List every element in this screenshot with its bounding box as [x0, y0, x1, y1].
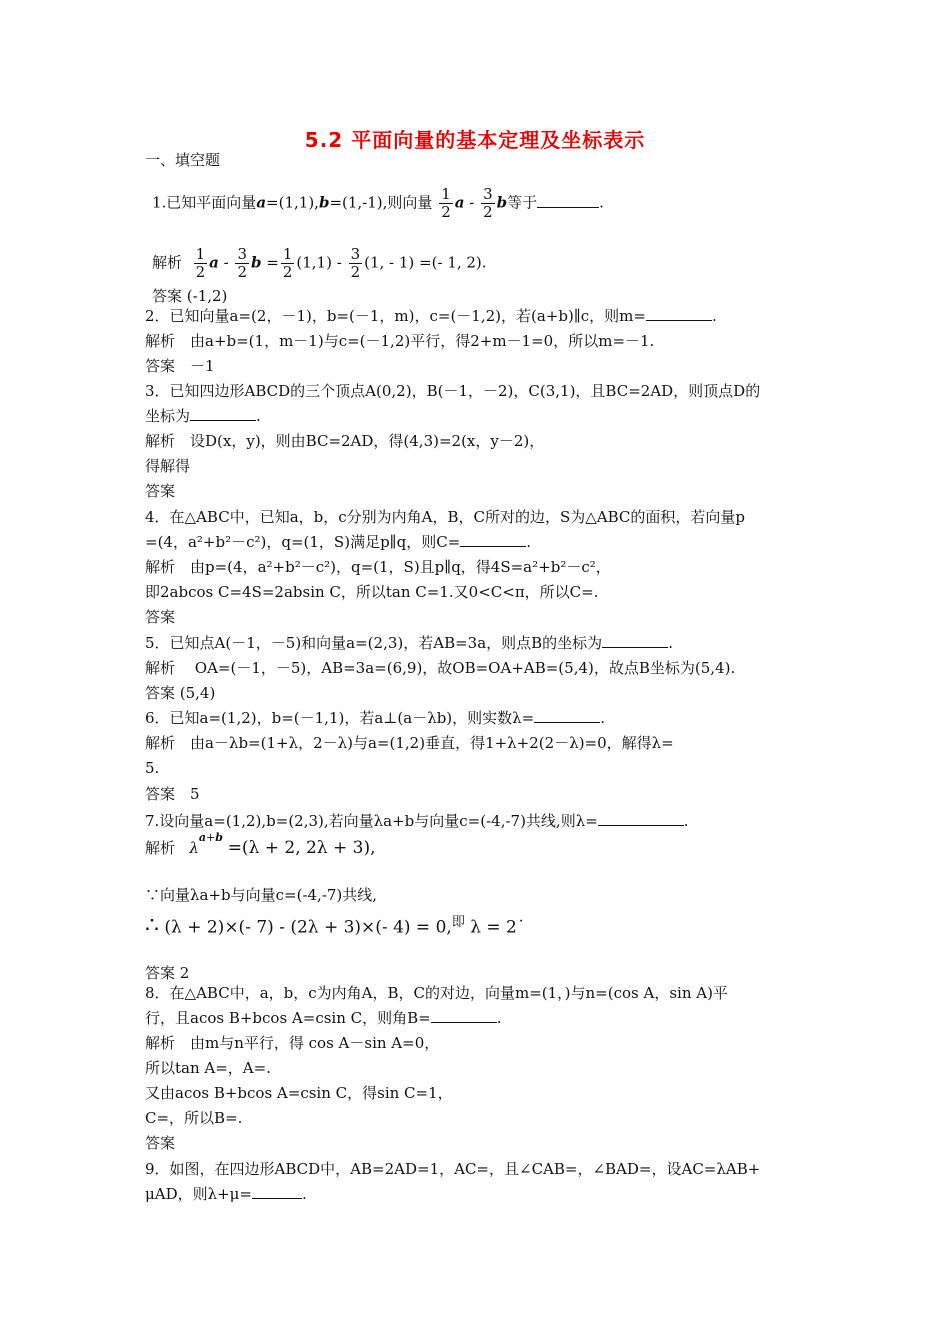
answer-blank[interactable]	[646, 306, 712, 321]
answer-6: 答案 5	[145, 785, 200, 803]
analysis-4-line-1: 解析 由p=(4，a²+b²－c²)，q=(1，S)且p∥q，得4S=a²+b²－c²，	[145, 558, 611, 576]
analysis-3: 解析 设D(x，y)，则由BC=2AD，得(4,3)=2(x，y－2)，	[145, 432, 545, 450]
section-heading: 一、填空题	[145, 151, 221, 169]
fraction: $\frac{3}{2}$	[483, 185, 493, 221]
answer-3: 答案	[145, 482, 176, 500]
analysis-6-line-2: 5.	[145, 759, 160, 777]
answer-blank[interactable]	[602, 633, 668, 648]
answer-4: 答案	[145, 608, 176, 626]
question-4-line-1: 4．在△ABC中，已知a，b，c分别为内角A，B，C所对的边，S为△ABC的面积，若向量p	[145, 508, 745, 526]
answer-8: 答案	[145, 1134, 176, 1152]
answer-blank[interactable]	[431, 1008, 497, 1023]
analysis-8-line-1: 解析 由m与n平行，得 cos A－sin A=0，	[145, 1034, 440, 1052]
question-1: 1.已知平面向量a=(1,1),b=(1,-1),则向量 $\frac{1}{2}$ a - $\frac{3}{2}$ b等于 .	[152, 185, 604, 221]
fraction: $\frac{1}{2}$	[441, 185, 451, 221]
analysis-7: 解析 $\lambda^{a+b} =(\lambda + 2$, 2λ + 3),	[145, 831, 376, 858]
analysis-7-line-2: ∵向量λa+b与向量c=(-4,-7)共线,	[145, 886, 378, 904]
answer-blank[interactable]	[252, 1184, 302, 1199]
answer-5: 答案 (5,4)	[145, 684, 216, 702]
analysis-6-line-1: 解析 由a－λb=(1+λ，2－λ)与a=(1,2)垂直，得1+λ+2(2－λ)=0，解得λ=	[145, 734, 674, 752]
answer-blank[interactable]	[537, 193, 599, 208]
question-3-line-2: 坐标为 .	[145, 407, 261, 425]
answer-2: 答案 －1	[145, 357, 215, 375]
question-5: 5．已知点A(－1，－5)和向量a=(2,3)，若AB=3a，则点B的坐标为 .	[145, 634, 673, 652]
analysis-2: 解析 由a+b=(1，m－1)与c=(－1,2)平行，得2+m－1=0，所以m=－1.	[145, 332, 655, 350]
analysis-4-line-2: 即2abcos C=4S=2absin C，所以tan C=1.又0<C<π，所以C=.	[145, 583, 599, 601]
question-7: 7.设向量a=(1,2),b=(2,3),若向量λa+b与向量c=(-4,-7)共线,则λ= .	[145, 812, 689, 830]
analysis-5: 解析 OA=(－1，－5)，AB=3a=(6,9)，故OB=OA+AB=(5,4)，故点B坐标为(5,4).	[145, 659, 736, 677]
question-9-line-2: μAD，则λ+μ= .	[145, 1185, 307, 1203]
analysis-8-line-2: 所以tan A=，A=.	[145, 1059, 271, 1077]
question-4-line-2: =(4，a²+b²－c²)，q=(1，S)满足p∥q，则C= .	[145, 533, 532, 551]
answer-blank[interactable]	[534, 708, 600, 723]
answer-blank[interactable]	[460, 532, 526, 547]
question-8-line-2: 行，且acos B+bcos A=csin C，则角B= .	[145, 1009, 502, 1027]
answer-blank[interactable]	[598, 811, 684, 826]
question-8-line-1: 8．在△ABC中，a，b，c为内角A，B，C的对边，向量m=(1，)与n=(cos A，sin A)平	[145, 984, 728, 1002]
answer-1: 答案 (-1,2)	[152, 287, 228, 305]
analysis-8-line-4: C=，所以B=.	[145, 1109, 243, 1127]
question-9-line-1: 9．如图，在四边形ABCD中，AB=2AD=1，AC=，且∠CAB=，∠BAD=，设AC=λAB+	[145, 1160, 761, 1178]
question-3-line-1: 3．已知四边形ABCD的三个顶点A(0,2)，B(－1，－2)，C(3,1)，且BC=2AD，则顶点D的	[145, 382, 761, 400]
analysis-7-line-3: ∴ (λ + 2)×(- 7) - (2λ + 3)×(- 4) = 0,$^即$ λ = 2˙	[145, 913, 526, 939]
question-6: 6．已知a=(1,2)，b=(－1,1)，若a⊥(a－λb)，则实数λ= .	[145, 709, 606, 727]
analysis-3-line-2: 得解得	[145, 457, 191, 475]
analysis-1: 解析 $\frac{1}{2}$ a - $\frac{3}{2}$ b = $\frac{1}{2}$ (1,1) - $\frac{3}{2}$ (1, - 1) =(- 1, 2).	[152, 245, 487, 281]
question-2: 2．已知向量a=(2，－1)，b=(－1，m)，c=(－1,2)，若(a+b)∥c，则m= .	[145, 307, 717, 325]
page-title: 5.2 平面向量的基本定理及坐标表示	[304, 128, 646, 152]
answer-blank[interactable]	[190, 406, 256, 421]
answer-7: 答案 2	[145, 964, 190, 982]
analysis-8-line-3: 又由acos B+bcos A=csin C，得sin C=1，	[145, 1084, 453, 1102]
